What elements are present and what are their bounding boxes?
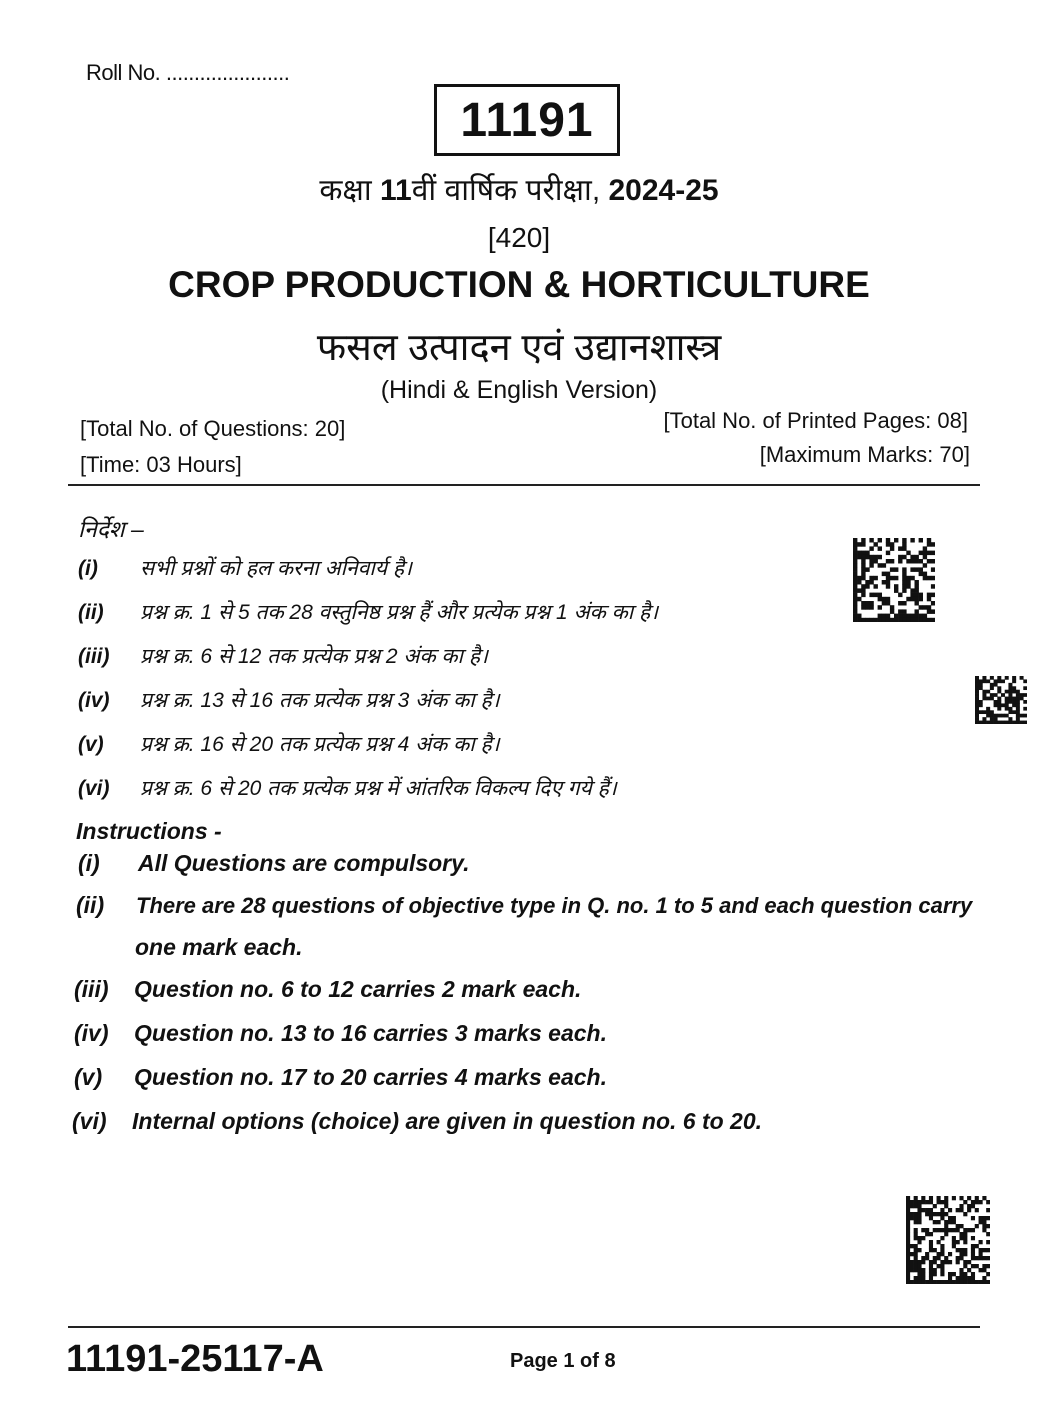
paper-code-box (434, 84, 620, 156)
item-text: प्रश्न क्र. 1 से 5 तक 28 वस्तुनिष्ठ प्रश्न हैं और प्रत्येक प्रश्न 1 अंक का है। (140, 601, 659, 624)
subject-title-hindi: फसल उत्पादन एवं उद्यानशास्त्र (316, 327, 722, 369)
total-questions: [Total No. of Questions: 20] (80, 416, 346, 441)
item-continuation: one mark each. (135, 934, 303, 960)
item-number: (i) (78, 850, 100, 876)
item-number: (iv) (78, 689, 110, 712)
list-item (78, 598, 658, 626)
list-item (76, 892, 972, 919)
page-number: Page 1 of 8 (510, 1350, 616, 1372)
list-item (78, 554, 412, 582)
english-instructions-heading: Instructions - (76, 818, 222, 844)
item-number: (iii) (78, 645, 110, 668)
footer-divider (68, 1326, 980, 1328)
item-number: (ii) (76, 892, 105, 918)
item-text: सभी प्रश्नों को हल करना अनिवार्य है। (140, 557, 412, 580)
roll-number-line: Roll No. ...................... (86, 60, 290, 85)
exam-title-line (0, 168, 1038, 209)
list-item (74, 1020, 607, 1047)
qr-code-icon (906, 1196, 990, 1284)
paper-code: 11191 (460, 93, 594, 147)
item-number: (v) (78, 733, 104, 756)
list-item (78, 642, 488, 670)
version-note: (Hindi & English Version) (380, 376, 658, 404)
item-text: Question no. 17 to 20 carries 4 marks each. (134, 1064, 607, 1090)
item-number: (vi) (78, 777, 110, 800)
item-text: Question no. 13 to 16 carries 3 marks each. (134, 1020, 607, 1046)
item-number: (iii) (74, 976, 109, 1002)
item-text: प्रश्न क्र. 16 से 20 तक प्रत्येक प्रश्न 4 अंक का है। (140, 733, 500, 756)
item-number: (iv) (74, 1020, 109, 1046)
exam-year: 2024-25 (608, 174, 719, 207)
maximum-marks: [Maximum Marks: 70] (759, 442, 970, 467)
item-text: प्रश्न क्र. 13 से 16 तक प्रत्येक प्रश्न 3 अंक का है। (140, 689, 500, 712)
exam-line-part: वीं वार्षिक परीक्षा, (411, 174, 609, 207)
total-pages: [Total No. of Printed Pages: 08] (663, 408, 968, 433)
item-number: (vi) (72, 1108, 107, 1134)
list-item (78, 686, 500, 714)
item-number: (i) (78, 557, 98, 580)
item-number: (v) (74, 1064, 103, 1090)
header-divider (68, 484, 980, 486)
qr-code-icon (975, 676, 1027, 724)
list-item (72, 1108, 762, 1135)
qr-code-icon (853, 538, 935, 622)
hindi-instructions-heading: निर्देश – (78, 516, 144, 542)
list-item (78, 774, 617, 802)
subject-title-english: CROP PRODUCTION & HORTICULTURE (168, 264, 870, 305)
item-text: Internal options (choice) are given in question no. 6 to 20. (132, 1108, 763, 1134)
list-item (78, 730, 500, 758)
exam-time: [Time: 03 Hours] (80, 452, 242, 477)
item-text: प्रश्न क्र. 6 से 20 तक प्रत्येक प्रश्न में आंतरिक विकल्प दिए गये हैं। (140, 777, 617, 800)
footer-paper-code: 11191-25117-A (66, 1338, 324, 1380)
exam-class-number: 11 (380, 174, 412, 207)
exam-line-part: कक्षा (319, 174, 381, 207)
list-item (74, 1064, 607, 1091)
list-item (78, 850, 469, 877)
item-text: All Questions are compulsory. (138, 850, 470, 876)
subject-code: [420] (487, 222, 551, 253)
item-text: There are 28 questions of objective type in Q. no. 1 to 5 and each question carry (136, 893, 973, 918)
list-item (74, 976, 581, 1003)
item-text: प्रश्न क्र. 6 से 12 तक प्रत्येक प्रश्न 2 अंक का है। (140, 645, 488, 668)
item-text: Question no. 6 to 12 carries 2 mark each. (134, 976, 582, 1002)
item-number: (ii) (78, 601, 104, 624)
